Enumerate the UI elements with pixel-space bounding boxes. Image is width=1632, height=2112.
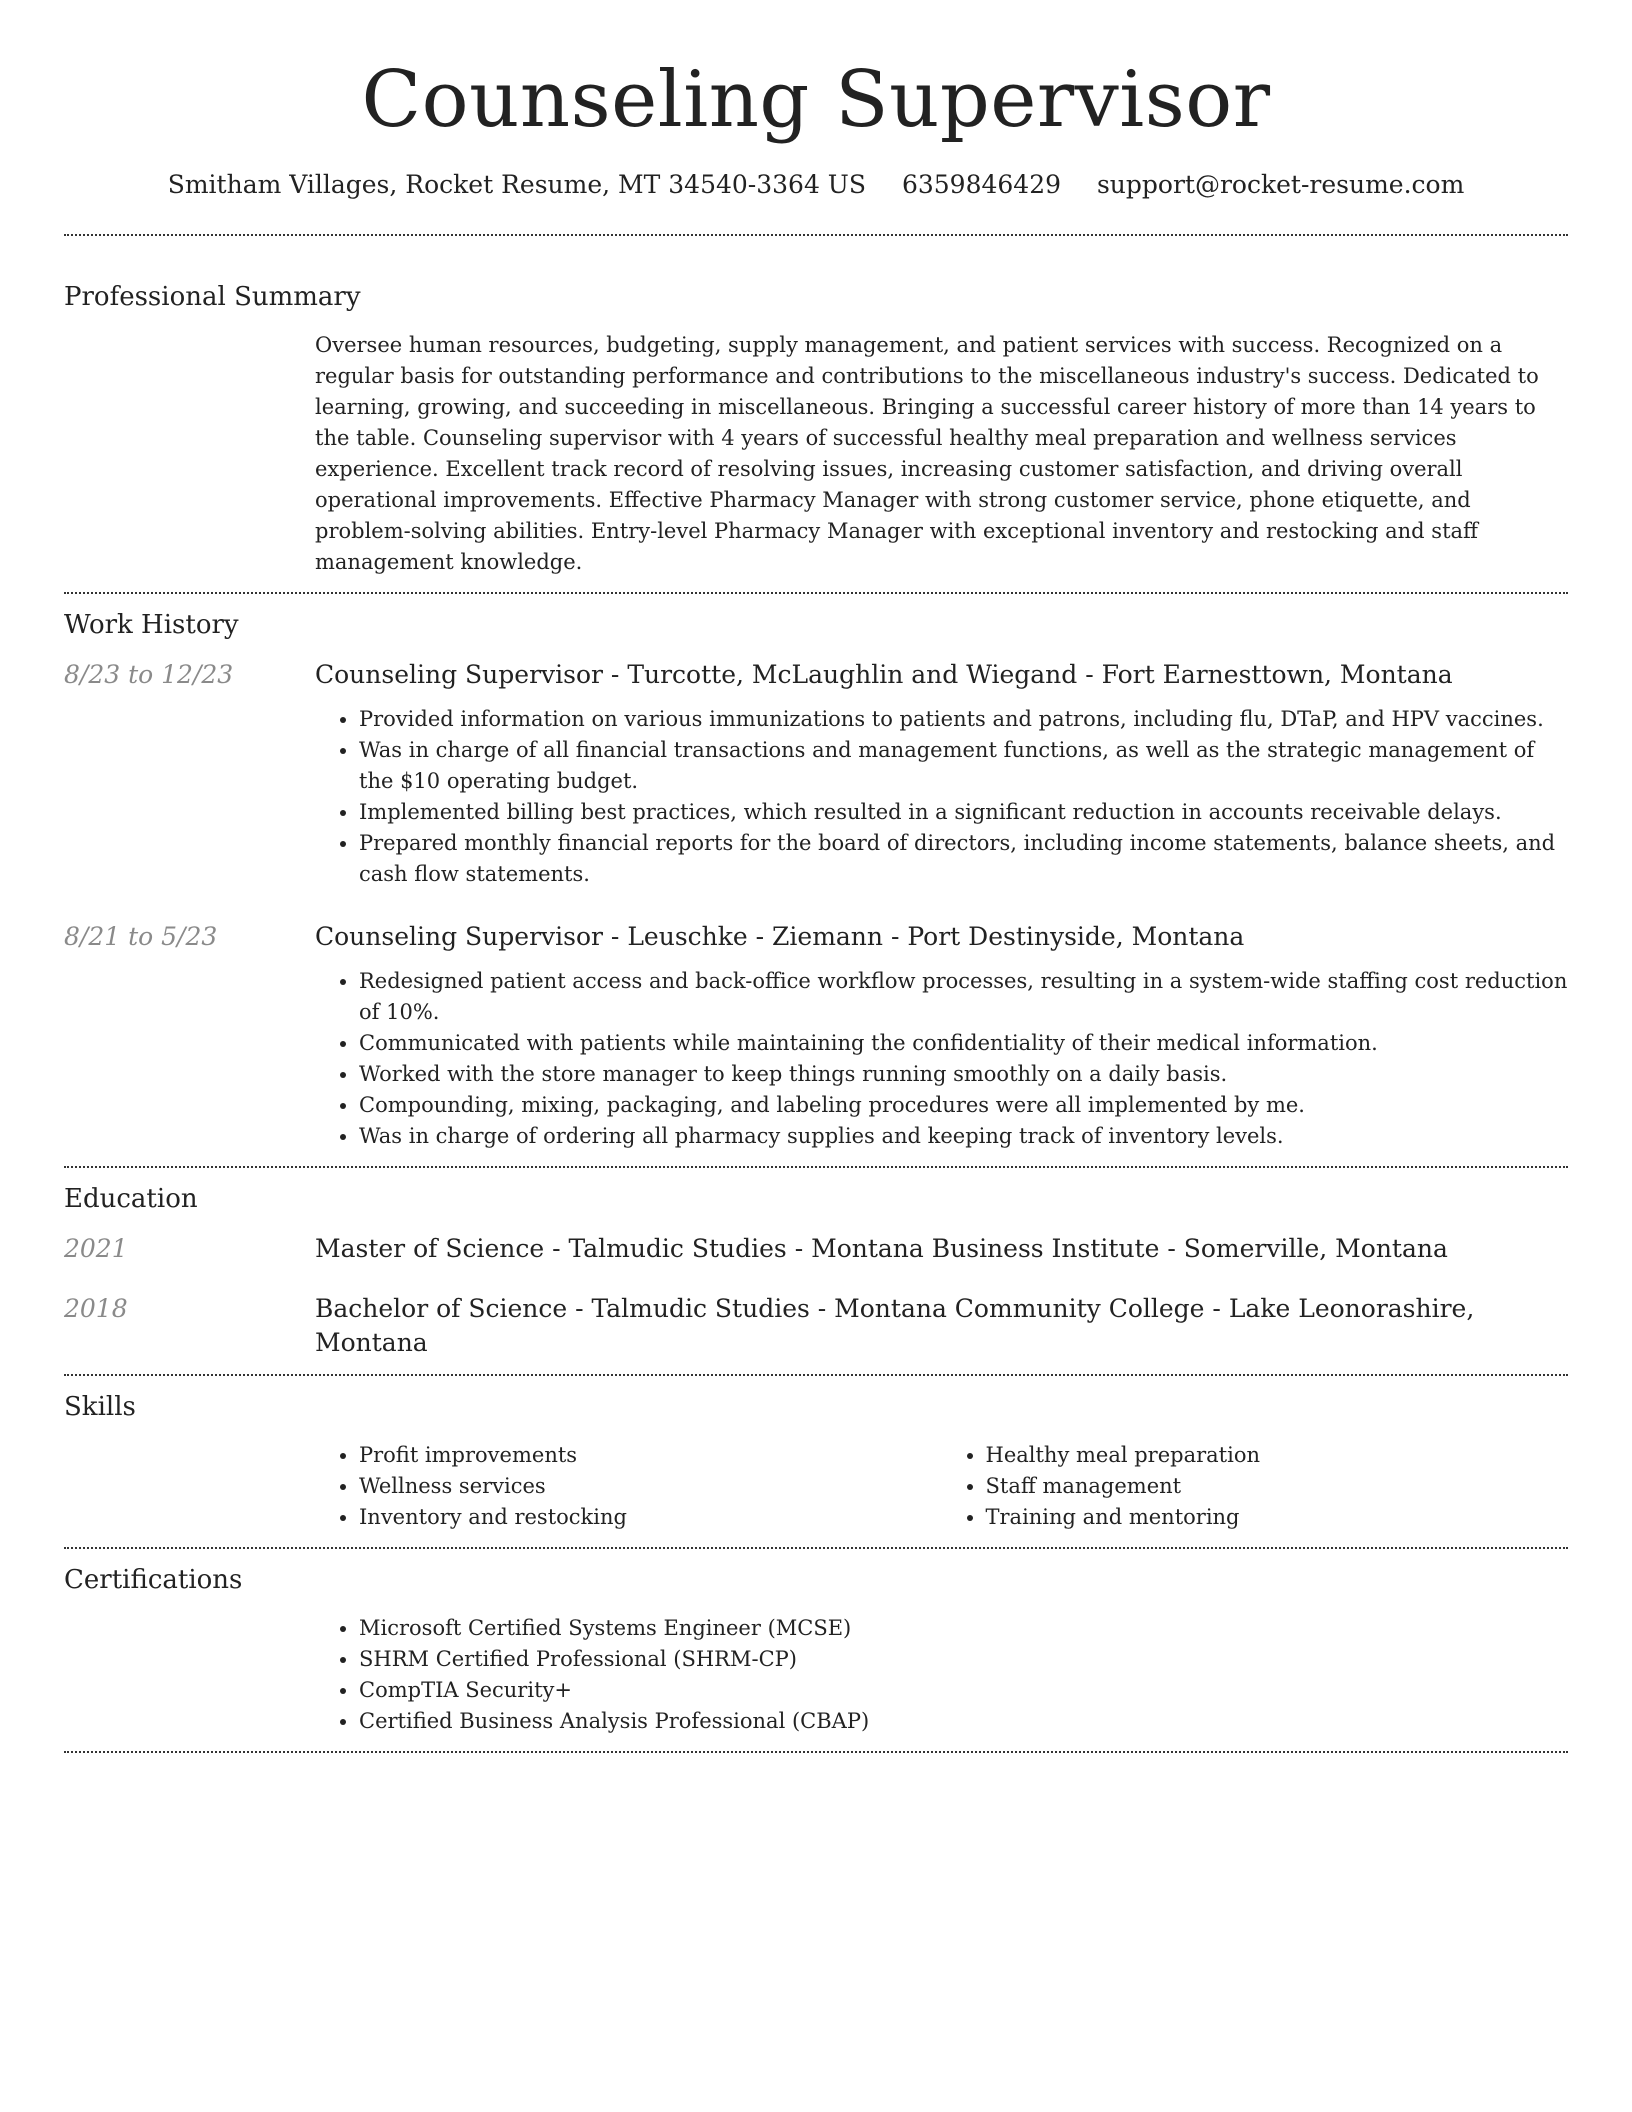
job-employer: - Leuschke - Ziemann - Port Destinyside, Montana [602, 922, 1245, 951]
skills-grid [315, 1440, 1568, 1533]
summary-section [64, 236, 1568, 592]
certifications-list [315, 1613, 1568, 1737]
job-entry [64, 920, 1568, 1152]
certification-item: • Microsoft Certified Systems Engineer (MCSE) [359, 1613, 1568, 1644]
education-title: Education [64, 1184, 198, 1214]
skills-list-right [942, 1440, 1569, 1533]
job-bullet: • Prepared monthly financial reports for the board of directors, including income statements, balance sheets, and cash flow statements. [359, 828, 1568, 890]
certifications-divider [64, 1751, 1568, 1753]
contact-phone: 6359846429 [901, 170, 1062, 199]
education-degree: Master of Science - Talmudic Studies [315, 1234, 787, 1263]
certifications-section [64, 1549, 1568, 1751]
skill-item: • Wellness services [359, 1471, 942, 1502]
summary-row [64, 330, 1568, 578]
job-employer: - Turcotte, McLaughlin and Wiegand - Fort Earnesttown, Montana [602, 660, 1453, 689]
skills-section [64, 1376, 1568, 1547]
certification-item: • Certified Business Analysis Professional (CBAP) [359, 1706, 1568, 1737]
resume-header [64, 0, 1568, 202]
work-title: Work History [64, 610, 239, 640]
education-year: 2021 [64, 1234, 128, 1263]
job-entry [64, 658, 1568, 890]
education-entry [64, 1232, 1568, 1266]
summary-body [315, 330, 1568, 578]
education-year: 2018 [64, 1294, 128, 1323]
work-section [64, 594, 1568, 1166]
job-bullet: • Worked with the store manager to keep things running smoothly on a daily basis. [359, 1059, 1568, 1090]
education-degree: Bachelor of Science - Talmudic Studies [315, 1294, 810, 1323]
skill-item: • Inventory and restocking [359, 1502, 942, 1533]
skill-item: • Healthy meal preparation [986, 1440, 1569, 1471]
skill-item: • Profit improvements [359, 1440, 942, 1471]
summary-text: Oversee human resources, budgeting, supply management, and patient services with success. Recognized on a regular basis for outstanding performance and contributions to the miscellaneous industry's success. Dedicated to learning, growing, and succeeding in miscellaneous. Bringing a successful career history of more than 14 years to the table. Counseling supervisor with 4 years of successful healthy meal preparation and wellness services experience. Excellent track record of resolving issues, increasing customer satisfaction, and driving overall operational improvements. Effective Pharmacy Manager with strong customer service, phone etiquette, and problem-solving abilities. Entry-level Pharmacy Manager with exceptional inventory and restocking and staff management knowledge. [315, 333, 1539, 574]
certification-item: • CompTIA Security+ [359, 1675, 1568, 1706]
job-bullets [315, 704, 1568, 890]
job-details [315, 920, 1568, 1152]
contact-email: support@rocket-resume.com [1096, 170, 1465, 199]
certification-item: • SHRM Certified Professional (SHRM-CP) [359, 1644, 1568, 1675]
contact-line [64, 168, 1568, 202]
education-school: - Montana Community College - Lake Leonorashire, Montana [315, 1294, 1475, 1357]
summary-title: Professional Summary [64, 282, 361, 312]
job-bullet: • Compounding, mixing, packaging, and labeling procedures were all implemented by me. [359, 1090, 1568, 1121]
skill-item: • Staff management [986, 1471, 1569, 1502]
certifications-row [64, 1613, 1568, 1737]
education-school: - Montana Business Institute - Somerville, Montana [786, 1234, 1448, 1263]
job-dates: 8/21 to 5/23 [64, 922, 218, 951]
job-bullet: • Communicated with patients while maintaining the confidentiality of their medical information. [359, 1028, 1568, 1059]
skills-row [64, 1440, 1568, 1533]
certifications-body [315, 1613, 1568, 1737]
job-bullet: • Implemented billing best practices, which resulted in a significant reduction in accounts receivable delays. [359, 797, 1568, 828]
education-entry [64, 1292, 1568, 1360]
job-bullet: • Was in charge of ordering all pharmacy supplies and keeping track of inventory levels. [359, 1121, 1568, 1152]
education-details [315, 1232, 1568, 1266]
job-dates: 8/23 to 12/23 [64, 660, 234, 689]
skills-list-left [315, 1440, 942, 1533]
certifications-title: Certifications [64, 1565, 243, 1595]
education-section [64, 1168, 1568, 1374]
job-bullet: • Redesigned patient access and back-office workflow processes, resulting in a system-wide staffing cost reduction of 10%. [359, 966, 1568, 1028]
contact-address: Smitham Villages, Rocket Resume, MT 34540-3364 US [167, 170, 866, 199]
job-details [315, 658, 1568, 890]
job-heading [315, 658, 1568, 692]
job-heading [315, 920, 1568, 954]
skills-title: Skills [64, 1392, 136, 1422]
skill-item: • Training and mentoring [986, 1502, 1569, 1533]
job-bullet: • Was in charge of all financial transactions and management functions, as well as the strategic management of the $10 operating budget. [359, 735, 1568, 797]
job-bullet: • Provided information on various immunizations to patients and patrons, including flu, DTaP, and HPV vaccines. [359, 704, 1568, 735]
candidate-name: Counseling Supervisor [361, 55, 1271, 145]
job-position: Counseling Supervisor [315, 922, 603, 951]
job-position: Counseling Supervisor [315, 660, 603, 689]
job-bullets [315, 966, 1568, 1152]
education-details [315, 1292, 1568, 1360]
